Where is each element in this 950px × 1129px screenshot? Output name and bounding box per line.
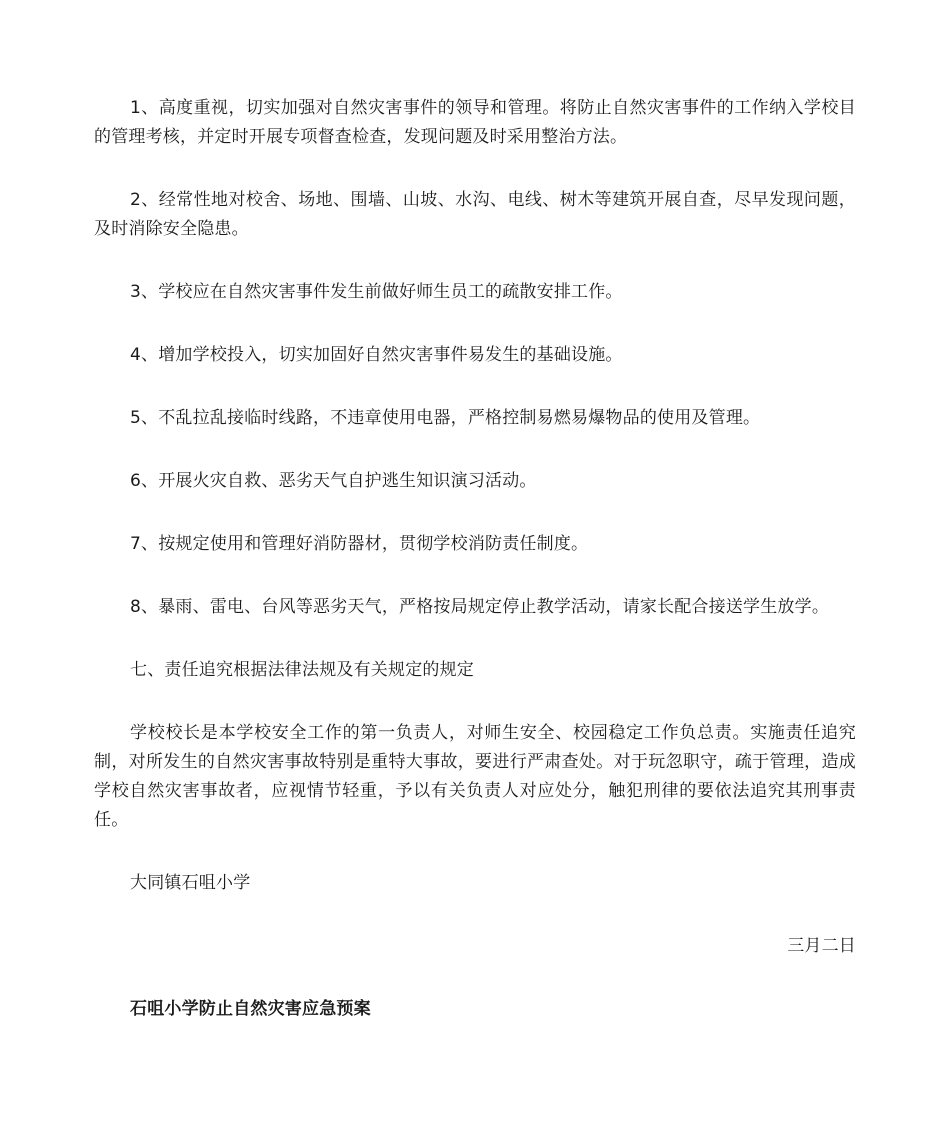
document-date: 三月二日 (787, 936, 856, 956)
paragraph-item-7: 7、按规定使用和管理好消防器材，贯彻学校消防责任制度。 (130, 534, 589, 554)
document-page (94, 94, 856, 1058)
paragraph-item-1: 1、高度重视，切实加强对自然灾害事件的领导和管理。将防止自然灾害事件的工作纳入学校目的管理考核，并定时开展专项督查检查，发现问题及时采用整治方法。 (94, 98, 856, 147)
paragraph-item-8: 8、暴雨、雷电、台风等恶劣天气，严格按局规定停止教学活动，请家长配合接送学生放学。 (130, 597, 830, 617)
paragraph-item-6: 6、开展火灾自救、恶劣天气自护逃生知识演习活动。 (130, 471, 537, 491)
paragraph-item-4: 4、增加学校投入，切实加固好自然灾害事件易发生的基础设施。 (130, 345, 623, 365)
next-document-title: 石咀小学防止自然灾害应急预案 (130, 999, 371, 1019)
accountability-paragraph: 学校校长是本学校安全工作的第一负责人，对师生安全、校园稳定工作负总责。实施责任追究制，对所发生的自然灾害事故特别是重特大事故，要进行严肃查处。对于玩忽职守，疏于管理，造成学校自然灾害事故者，应视情节轻重，予以有关负责人对应处分，触犯刑律的要依法追究其刑事责任。 (94, 723, 856, 830)
school-signature: 大同镇石咀小学 (130, 873, 251, 893)
paragraph-item-5: 5、不乱拉乱接临时线路，不违章使用电器，严格控制易燃易爆物品的使用及管理。 (130, 408, 761, 428)
section-heading-accountability: 七、责任追究根据法律法规及有关规定的规定 (130, 660, 474, 680)
paragraph-item-3: 3、学校应在自然灾害事件发生前做好师生员工的疏散安排工作。 (130, 282, 623, 302)
paragraph-item-2: 2、经常性地对校舍、场地、围墙、山坡、水沟、电线、树木等建筑开展自查，尽早发现问题，及时消除安全隐患。 (94, 190, 856, 239)
